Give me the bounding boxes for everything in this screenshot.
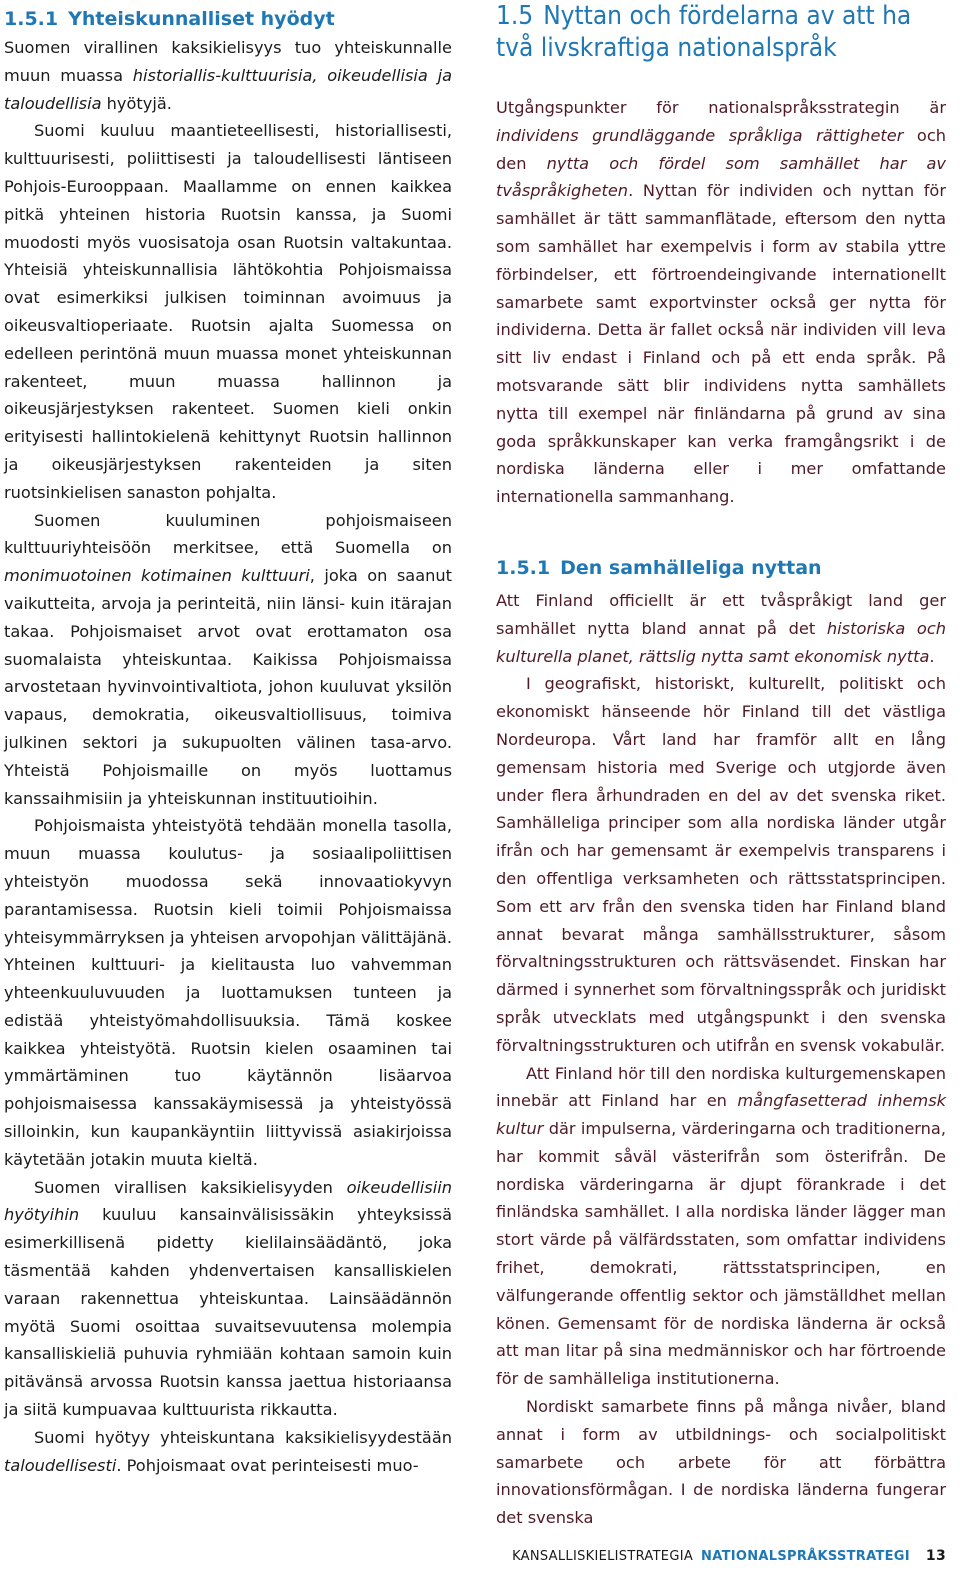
paragraph: Suomen virallinen kaksikielisyys tuo yhteiskunnalle muun muassa historiallis-kulttuurisia, oikeudellisia ja taloudellisia hyötyjä. — [4, 38, 452, 113]
paragraph: Suomen kuuluminen pohjoismaiseen kulttuuriyhteisöön merkitsee, että Suomella on monimuotoinen kotimainen kulttuuri, joka on saanut vaikutteita, arvoja ja perinteitä, niin länsi- kuin itärajan takaa. Pohjoismaiset arvot ovat erottamaton osa suomalaista yhteiskuntaa. Kaikissa Pohjoismaissa arvostetaan hyvinvointivaltiota, johon kuuluvat yksilön vapaus, demokratia, oikeusvaltiollisuus, toimiva julkinen sektori ja sukupuolten välinen tasa-arvo. Yhteistä Pohjoismaille on myös luottamus kanssaihmisiin ja yhteiskunnan instituutioihin. — [4, 510, 452, 808]
chapter-title-line1: Nyttan och fördelarna av att ha — [543, 1, 912, 31]
intro-paragraph: Utgångspunkter för nationalspråksstrategin är individens grundläggande språkliga rättigheter och den nytta och fördel som samhället har av tvåspråkigheten. Nyttan för individen och nyttan för samhället är tätt sammanflätade, eftersom den nytta som samhället har exempelvis i form av stabila yttre förbindelser, ett förtroendeingivande internationellt samarbete samt exportvinster också ger nytta för individerna. Detta är fallet också när individen vill leva sitt liv endast i Finland och på ett enda språk. På motsvarande sätt blir individens nytta samhällets nytta till exempel när finländarna på grund av sina goda språkkunskaper kan verka framgångsrikt i de nordiska länderna eller i mer omfattande internationella sammanhang. — [496, 98, 947, 507]
section-heading-finnish — [4, 4, 452, 34]
paragraph: Suomi kuuluu maantieteellisesti, historiallisesti, kulttuurisesti, poliittisesti ja taloudellisesti läntiseen Pohjois-Eurooppaan. Maallamme on ennen kaikkea pitkä yhteinen historia Ruotsin kanssa, ja Suomi muodosti myös vuosisatoja osan Ruotsin valtakuntaa. Yhteisiä yhteiskunnallisia lähtökohtia Pohjoismaissa ovat esimerkiksi julkisen toiminnan avoimuus ja oikeusvaltioperiaate. Ruotsin ajalta Suomessa on edelleen perintönä muun muassa monet yhteiskunnan rakenteet, muun muassa hallinnon ja oikeusjärjestyksen rakenteet. Suomen kieli onkin erityisesti hallintokielenä kehittynyt Ruotsin hallinnon ja oikeusjärjestyksen rakenteiden ja siten ruotsinkielisen sanaston pohjalta. — [4, 121, 452, 502]
chapter-title-line2: två livskraftiga nationalspråk — [496, 33, 837, 63]
footer-title-finnish: KANSALLISKIELISTRATEGIA — [512, 1549, 694, 1564]
swedish-column — [496, 0, 946, 1532]
paragraph: Att Finland hör till den nordiska kulturgemenskapen innebär att Finland har en mångfasetterad inhemsk kultur där impulserna, värderingarna och traditionerna, har kommit såväl västerifrån som österifrån. De nordiska värderingarna är djupt förankrade i det finländska samhället. I alla nordiska länder lägger man stort värde på välfärdsstaten, som omfattar individens frihet, demokrati, rättsstatsprincipen, en välfungerande offentlig sektor och jämställdhet mellan könen. Gemensamt för de nordiska länderna är också att man litar på sina medmänniskor och har förtroende för de samhälleliga institutionerna. — [496, 1063, 946, 1389]
chapter-number: 1.5 — [496, 1, 534, 31]
paragraph: Pohjoismaista yhteistyötä tehdään monella tasolla, muun muassa koulutus- ja sosiaalipoliittisen yhteistyön muodossa sekä innovaatiokyvyn parantamisessa. Ruotsin kieli toimii Pohjoismaissa yhteisymmärryksen ja yhteisen arvopohjan välittäjänä. Yhteinen kulttuuri- ja kielitausta luo vahvemman yhteenkuuluvuuden ja luottamuksen tunteen ja edistää yhteistyömahdollisuuksia. Tämä koskee kaikkea yhteistyötä. Ruotsin kielen osaaminen tai ymmärtäminen tuo käytännön lisäarvoa pohjoismaisessa kanssakäymisessä ja yhteistyössä silloinkin, kun kaupankäyntiin liittyvissä asiakirjoissa käytetään jotakin muuta kieltä. — [4, 816, 452, 1169]
section-heading-swedish — [496, 555, 946, 581]
paragraph: Att Finland officiellt är ett tvåspråkigt land ger samhället nytta bland annat på det historiska och kulturella planet, rättslig nytta samt ekonomisk nytta. — [496, 590, 946, 666]
paragraph: I geografiskt, historiskt, kulturellt, politiskt och ekonomiskt hänseende hör Finland till det västliga Nordeuropa. Vårt land har framför allt en lång gemensam historia med Sverige och utgjorde även under flera århundraden en del av det svenska riket. Samhälleliga principer som alla nordiska länder utgår ifrån och har gemensamt är exempelvis transparens i den offentliga verksamheten och rättsstatsprincipen. Som ett arv från den svenska tiden har Finland bland annat bevarat många samhällsstrukturer, såsom förvaltningsstrukturen och rättsväsendet. Finskan har därmed i synnerhet som förvaltningsspråk och juridiskt språk utvecklats med utgångspunkt i den svenska förvaltningsstrukturen och utifrån en svensk vokabulär. — [496, 674, 946, 1055]
paragraph: Nordiskt samarbete finns på många nivåer, bland annat i form av utbildnings- och socialpolitiskt samarbete och arbete för att förbättra innovationsförmågan. I de nordiska länderna fungerar det svenska — [496, 1397, 946, 1528]
paragraph: Suomi hyötyy yhteiskuntana kaksikielisyydestään taloudellisesti. Pohjoismaat ovat perinteisesti muo- — [4, 1427, 452, 1475]
section-number: 1.5.1 — [4, 8, 59, 30]
section-title: Den samhälleliga nyttan — [560, 556, 822, 579]
paragraph: Suomen virallisen kaksikielisyyden oikeudellisiin hyötyihin kuuluu kansainvälisissäkin yhteyksissä esimerkillisenä pidetty kielilainsäädäntö, joka täsmentää kahden yhdenvertaisen kansalliskielen varaan rakennettua yhteiskuntaa. Lainsäädännön myötä Suomi osoittaa suvaitsevuutensa molempia kansalliskieliä puhuvia ryhmiään kohtaan samoin kuin pitävänsä arvossa Ruotsin kanssa jaettua historiaansa ja siitä kumpuavaa kulttuurista rikkautta. — [4, 1177, 452, 1420]
page-number: 13 — [925, 1548, 946, 1564]
finnish-column — [4, 0, 452, 1479]
section-title: Yhteiskunnalliset hyödyt — [68, 8, 335, 30]
footer-title-swedish: NATIONALSPRÅKSSTRATEGI — [701, 1549, 910, 1564]
chapter-heading-swedish — [496, 0, 946, 64]
page-footer — [512, 1548, 946, 1564]
section-number: 1.5.1 — [496, 556, 551, 579]
